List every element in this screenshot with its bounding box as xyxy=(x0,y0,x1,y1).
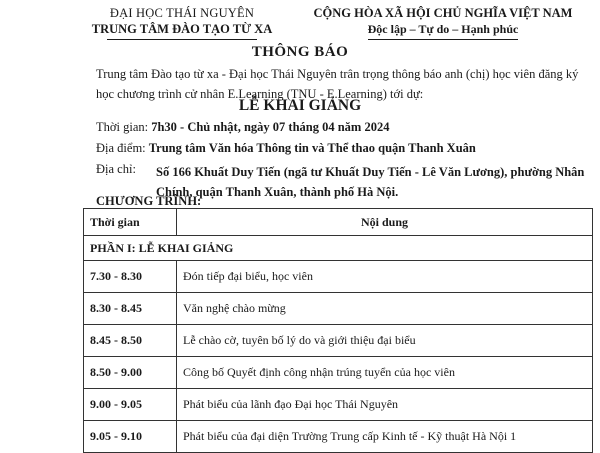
row-time: 9.05 - 9.10 xyxy=(84,421,177,453)
address-label: Địa chỉ: xyxy=(96,162,136,176)
event-place xyxy=(96,141,476,156)
place-label: Địa điểm: xyxy=(96,141,146,155)
row-time: 8.30 - 8.45 xyxy=(84,293,177,325)
motto-underline xyxy=(368,39,518,40)
national-motto: Độc lập – Tự do – Hạnh phúc xyxy=(367,22,519,36)
nation-name: CỘNG HÒA XÃ HỘI CHỦ NGHĨA VIỆT NAM xyxy=(313,6,573,20)
time-column-header: Thời gian xyxy=(84,209,177,236)
document-title: THÔNG BÁO xyxy=(251,44,349,60)
intro-line-1: Trung tâm Đào tạo từ xa - Đại học Thái Nguyên trân trọng thông báo anh (chị) học viên đăng ký xyxy=(96,67,579,81)
table-row xyxy=(84,325,593,357)
address-line-1: Số 166 Khuất Duy Tiến (ngã tư Khuất Duy Tiến - Lê Văn Lương), phường Nhân xyxy=(156,165,585,179)
event-time xyxy=(96,120,389,135)
university-name: ĐẠI HỌC THÁI NGUYÊN xyxy=(109,6,255,20)
section-title: PHẦN I: LỄ KHAI GIẢNG xyxy=(84,236,593,261)
row-content: Công bố Quyết định công nhận trúng tuyển của học viên xyxy=(177,357,593,389)
time-label: Thời gian: xyxy=(96,120,149,134)
schedule-table xyxy=(83,208,593,453)
row-content: Phát biểu của lãnh đạo Đại học Thái Nguyên xyxy=(177,389,593,421)
row-time: 8.45 - 8.50 xyxy=(84,325,177,357)
address-line-2: Chính, quận Thanh Xuân, thành phố Hà Nội. xyxy=(156,185,399,199)
row-time: 9.00 - 9.05 xyxy=(84,389,177,421)
event-name: LỄ KHAI GIẢNG xyxy=(238,97,362,114)
table-row xyxy=(84,389,593,421)
intro-line-2: học chương trình cử nhân E.Learning (TNU - E.Learning) tới dự: xyxy=(96,87,424,101)
content-column-header: Nội dung xyxy=(177,209,593,236)
section-row xyxy=(84,236,593,261)
time-value: 7h30 - Chủ nhật, ngày 07 tháng 04 năm 2024 xyxy=(151,120,390,134)
program-heading: CHƯƠNG TRÌNH: xyxy=(96,194,202,208)
table-row xyxy=(84,293,593,325)
row-content: Lễ chào cờ, tuyên bố lý do và giới thiệu đại biểu xyxy=(177,325,593,357)
table-header-row xyxy=(84,209,593,236)
place-value: Trung tâm Văn hóa Thông tin và Thể thao quận Thanh Xuân xyxy=(148,141,476,155)
row-content: Phát biểu của đại diện Trường Trung cấp Kinh tế - Kỹ thuật Hà Nội 1 xyxy=(177,421,593,453)
table-row xyxy=(84,357,593,389)
table-row xyxy=(84,261,593,293)
row-time: 8.50 - 9.00 xyxy=(84,357,177,389)
issuer-header xyxy=(72,6,292,40)
row-time: 7.30 - 8.30 xyxy=(84,261,177,293)
issuer-underline xyxy=(107,39,257,40)
address-value xyxy=(156,162,584,202)
center-name: TRUNG TÂM ĐÀO TẠO TỪ XA xyxy=(91,22,273,36)
row-content: Văn nghệ chào mừng xyxy=(177,293,593,325)
table-row xyxy=(84,421,593,453)
national-header xyxy=(302,6,584,40)
row-content: Đón tiếp đại biểu, học viên xyxy=(177,261,593,293)
